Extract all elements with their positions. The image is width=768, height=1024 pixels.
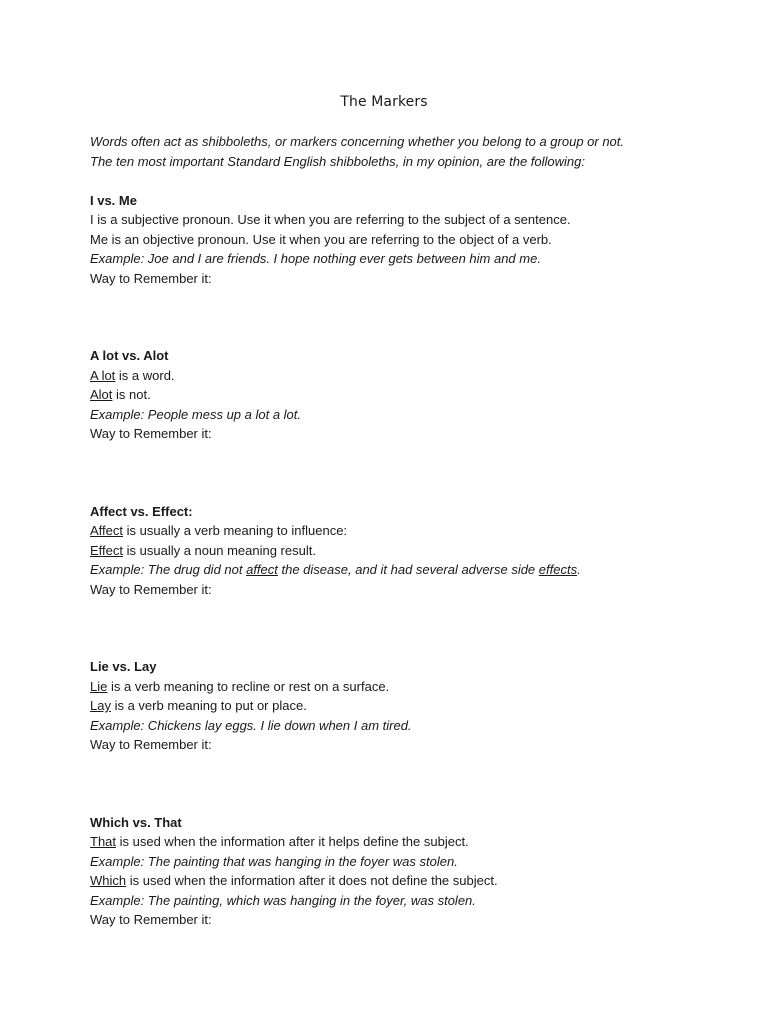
example-text: Example: The drug did not	[90, 562, 247, 577]
definition-text: is a verb meaning to recline or rest on a surface.	[107, 678, 390, 694]
example-line: Example: The painting, which was hanging in the foyer, was stolen.	[90, 892, 476, 908]
page-title: The Markers	[340, 94, 428, 110]
example-term: effects	[538, 562, 578, 577]
section-heading: I vs. Me	[90, 192, 137, 208]
section-lie-vs-lay	[90, 657, 710, 755]
remember-label: Way to Remember it:	[90, 426, 212, 441]
definition-text: is not.	[112, 387, 151, 402]
term: Lay	[90, 698, 111, 713]
section-affect-vs-effect	[90, 502, 710, 600]
example-line: Example: Joe and I are friends. I hope nothing ever gets between him and me.	[90, 251, 541, 266]
term: That	[90, 834, 117, 849]
definition-text: is used when the information after it helps define the subject.	[116, 834, 469, 849]
term: Which	[90, 873, 127, 888]
intro-paragraph	[90, 132, 710, 171]
intro-line: Words often act as shibboleths, or markers concerning whether you belong to a group or not.	[90, 134, 625, 149]
remember-label: Way to Remember it:	[90, 581, 212, 597]
section-heading: Which vs. That	[90, 814, 182, 830]
term: Alot	[90, 387, 113, 402]
section-i-vs-me	[90, 191, 710, 289]
definition-line	[90, 696, 710, 716]
definition-line	[90, 871, 710, 891]
term: Effect	[90, 542, 124, 558]
example-line: Example: The painting that was hanging in the foyer was stolen.	[90, 853, 458, 869]
intro-line: The ten most important Standard English shibboleths, in my opinion, are the following:	[90, 153, 585, 169]
example-line: Example: People mess up a lot a lot.	[90, 406, 302, 422]
definition-text: is a word.	[115, 367, 175, 383]
definition-text: is used when the information after it does not define the subject.	[126, 873, 498, 888]
section-heading: Affect vs. Effect:	[90, 503, 193, 519]
definition-line	[90, 521, 710, 541]
remember-label: Way to Remember it:	[90, 737, 212, 752]
example-line	[90, 560, 710, 580]
example-term: affect	[246, 562, 278, 577]
definition-line: I is a subjective pronoun. Use it when you are referring to the subject of a sentence.	[90, 212, 571, 227]
definition-line	[90, 385, 710, 405]
remember-label: Way to Remember it:	[90, 912, 212, 927]
definition-line	[90, 366, 710, 386]
example-line: Example: Chickens lay eggs. I lie down when I am tired.	[90, 717, 412, 733]
definition-text: is usually a verb meaning to influence:	[123, 523, 348, 538]
term: Affect	[90, 523, 124, 538]
example-text: the disease, and it had several adverse side	[277, 562, 539, 577]
section-heading: Lie vs. Lay	[90, 659, 157, 674]
section-heading: A lot vs. Alot	[90, 348, 169, 363]
term: Lie	[90, 678, 108, 694]
definition-line	[90, 677, 710, 697]
term: A lot	[90, 367, 116, 383]
definition-text: is usually a noun meaning result.	[123, 542, 316, 558]
definition-line	[90, 832, 710, 852]
section-a-lot-vs-alot	[90, 346, 710, 444]
definition-text: is a verb meaning to put or place.	[110, 698, 307, 713]
section-which-vs-that	[90, 813, 710, 930]
definition-line: Me is an objective pronoun. Use it when you are referring to the object of a verb.	[90, 231, 552, 247]
example-text: .	[577, 562, 581, 577]
definition-line	[90, 541, 710, 561]
remember-label: Way to Remember it:	[90, 270, 212, 286]
document-body	[90, 132, 710, 930]
